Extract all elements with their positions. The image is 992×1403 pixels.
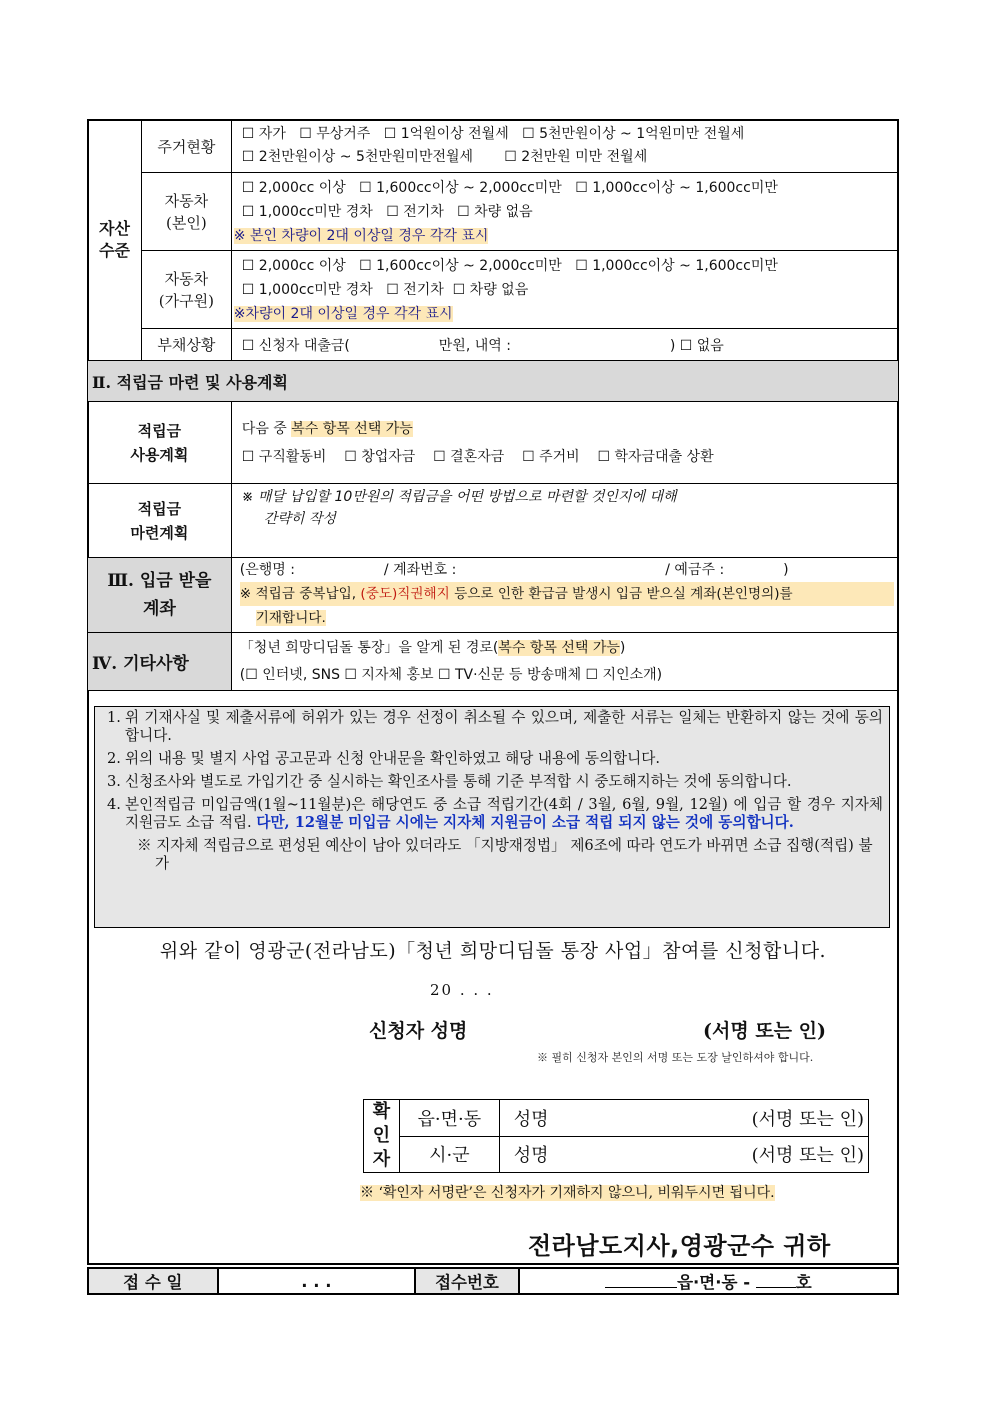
- account-number-label: / 계좌번호 :: [383, 562, 457, 578]
- funding-plan-note: ※ 매달 납입할 10만원의 적립금을 어떤 방법으로 마련할 것인지에 대해 간략히 작성: [241, 489, 677, 527]
- referral-options[interactable]: (☐ 인터넷, SNS ☐ 지자체 홍보 ☐ TV·신문 등 방송매체 ☐ 지인소개): [239, 666, 663, 683]
- housing-options: [231, 120, 898, 173]
- referral-question: [240, 635, 890, 662]
- application-statement: 위와 같이 영광군(전라남도)「청년 희망디딤돌 통장 사업」참여를 신청합니다.: [159, 940, 827, 962]
- car-family-1000-checkbox[interactable]: ☐ 1,000cc이상 ~ 1,600cc미만: [575, 257, 778, 274]
- agreement-box: [94, 706, 890, 928]
- car-self-compact-checkbox[interactable]: ☐ 1,000cc미만 경차: [241, 203, 373, 220]
- asset-group-label: 자산 수준: [88, 120, 142, 361]
- housing-20m-checkbox[interactable]: ☐ 2천만원이상 ~ 5천만원미만전월세: [241, 149, 474, 165]
- usage-intro-highlight: 복수 항목 선택 가능: [291, 420, 413, 437]
- confirmer-table: [363, 1099, 869, 1173]
- referral-question-text: 「청년 희망디딤돌 통장」을 알게 된 경로(: [239, 639, 499, 656]
- agreement-num-3: 3.: [107, 773, 121, 790]
- referral-question-highlight: 복수 항목 선택 가능: [498, 639, 620, 656]
- agreement-num-1: 1.: [107, 709, 121, 726]
- referral-question-suffix: ): [619, 639, 626, 656]
- car-self-1600-checkbox[interactable]: ☐ 1,600cc이상 ~ 2,000cc미만: [359, 179, 562, 196]
- application-date[interactable]: 20 . . .: [430, 981, 494, 999]
- usage-loan-checkbox[interactable]: ☐ 학자금대출 상환: [597, 448, 714, 465]
- usage-intro-text: 다음 중: [241, 420, 292, 437]
- account-note: [240, 582, 894, 606]
- car-self-none-checkbox[interactable]: ☐ 차량 없음: [457, 203, 533, 220]
- usage-plan-options: [231, 402, 898, 484]
- car-self-note-text: ※ 본인 차량이 2대 이상일 경우: [233, 227, 430, 244]
- account-holder-label: / 예금주 :: [665, 562, 725, 578]
- account-close-paren: ): [783, 562, 789, 578]
- agreement-item-3: [107, 773, 883, 791]
- receipt-number-end: 호: [795, 1273, 812, 1292]
- car-family-note-text: ※차량이 2대 이상일 경우: [233, 305, 394, 322]
- car-self-options: [231, 173, 898, 251]
- confirmer-sign-cell-2[interactable]: [499, 1136, 868, 1173]
- agreement-text-1: 위 기재사실 및 제출서류에 허위가 있는 경우 선정이 취소될 수 있으며, 제출한 서류는 일체는 반환하지 않는 것에 동의합니다.: [125, 709, 883, 744]
- usage-startup-checkbox[interactable]: ☐ 창업자금: [344, 448, 416, 465]
- applicant-signature[interactable]: (서명 또는 인): [703, 1020, 826, 1042]
- housing-line2: [242, 146, 888, 169]
- funding-plan-label: 적립금 마련계획: [88, 484, 232, 558]
- usage-options-line: [242, 443, 888, 471]
- car-self-note: [234, 224, 894, 248]
- car-family-none-checkbox[interactable]: ☐ 차량 없음: [452, 281, 529, 298]
- addressee: 전라남도지사,영광군수 귀하: [528, 1232, 831, 1260]
- section2-title: Ⅱ. 적립금 마련 및 사용계획: [88, 361, 899, 402]
- account-note-end-line: [240, 606, 894, 630]
- housing-under20m-checkbox[interactable]: ☐ 2천만원 미만 전월세: [504, 149, 648, 165]
- agreement-item-4: [107, 796, 883, 832]
- account-note-red: (중도)직권해지: [360, 586, 450, 602]
- seal-note: ※ 필히 신청자 본인의 서명 또는 도장 날인하셔야 합니다.: [537, 1051, 814, 1064]
- agreement-item-1: [107, 709, 883, 745]
- agreement-item-2: [107, 750, 883, 768]
- confirmer-label: 확 인 자: [364, 1100, 400, 1173]
- car-family-compact-checkbox[interactable]: ☐ 1,000cc미만 경차: [241, 281, 373, 298]
- housing-own-checkbox[interactable]: ☐ 자가: [241, 126, 286, 142]
- housing-free-checkbox[interactable]: ☐ 무상거주: [299, 126, 371, 142]
- confirmer-unit-2: 시·군: [399, 1136, 499, 1173]
- housing-50m-checkbox[interactable]: ☐ 5천만원이상 ~ 1억원미만 전월세: [522, 126, 745, 142]
- confirmer-name-label-1: 성명: [513, 1108, 549, 1130]
- car-family-2000-checkbox[interactable]: ☐ 2,000cc 이상: [241, 257, 346, 274]
- applicant-name-label: 신청자 성명: [369, 1020, 468, 1042]
- receipt-number-label: 접수번호: [415, 1268, 519, 1294]
- confirmer-note-text: ※ ‘확인자 서명란’은 신청자가 기재하지 않으니, 비워두시면 됩니다.: [360, 1185, 775, 1201]
- car-family-line2: [242, 278, 894, 302]
- application-table: [87, 119, 899, 691]
- confirmer-signature-1: (서명 또는 인): [751, 1108, 864, 1130]
- car-family-note-highlight: 각각 표시: [393, 305, 453, 322]
- confirmer-name-label-2: 성명: [513, 1145, 549, 1167]
- car-family-1600-checkbox[interactable]: ☐ 1,600cc이상 ~ 2,000cc미만: [359, 257, 562, 274]
- confirmer-unit-1: 읍·면·동: [399, 1100, 499, 1137]
- agreement-num-4: 4.: [107, 796, 121, 813]
- usage-intro: [242, 415, 888, 443]
- receipt-date-label: 접 수 일: [88, 1268, 218, 1294]
- receipt-number-value[interactable]: [519, 1268, 898, 1294]
- account-line: [240, 558, 894, 582]
- confirmer-sign-cell-1[interactable]: [499, 1100, 868, 1137]
- car-self-note-highlight: 각각 표시: [429, 227, 489, 244]
- receipt-table: [87, 1267, 899, 1295]
- section4-title: Ⅳ. 기타사항: [88, 633, 232, 691]
- confirmer-signature-2: (서명 또는 인): [751, 1145, 864, 1167]
- debt-options: [231, 329, 898, 361]
- car-self-electric-checkbox[interactable]: ☐ 전기차: [386, 203, 444, 220]
- car-family-options: [231, 251, 898, 329]
- agreement-bold-4: 다만, 12월분 미입금 시에는 지자체 지원금이 소급 적립 되지 않는 것에 동의합니다.: [256, 814, 794, 831]
- account-note-mid: 등으로 인한 환급금 발생시 입금 받으실 계좌(본인명의)를: [449, 586, 793, 602]
- usage-job-checkbox[interactable]: ☐ 구직활동비: [241, 448, 327, 465]
- funding-plan-field[interactable]: [231, 484, 898, 558]
- section3-title: Ⅲ. 입금 받을 계좌: [88, 558, 232, 633]
- usage-plan-label: 적립금 사용계획: [88, 402, 232, 484]
- debt-loan-checkbox[interactable]: ☐ 신청자 대출금(: [241, 337, 350, 354]
- agreement-num-2: 2.: [107, 750, 121, 767]
- agreement-text-3: 신청조사와 별도로 가입기간 중 실시하는 확인조사를 통해 기준 부적합 시 중도해지하는 것에 동의합니다.: [125, 773, 792, 790]
- agreement-note: ※ 지자체 적립금으로 편성된 예산이 남아 있더라도 「지방재정법」 제6조에 따라 연도가 바뀌면 소급 집행(적립) 불가: [137, 837, 873, 872]
- bank-name-label: (은행명 :: [239, 562, 295, 578]
- car-self-line1: [242, 176, 894, 200]
- car-self-1000-checkbox[interactable]: ☐ 1,000cc이상 ~ 1,600cc미만: [575, 179, 778, 196]
- car-self-label: 자동차 (본인): [141, 173, 231, 251]
- receipt-number-mid: 읍·면·동 -: [677, 1273, 751, 1292]
- debt-details-label: 만원, 내역 :: [438, 337, 511, 354]
- receipt-number-blank-1: [605, 1271, 677, 1288]
- car-self-2000-checkbox[interactable]: ☐ 2,000cc 이상: [241, 179, 346, 196]
- housing-100m-checkbox[interactable]: ☐ 1억원이상 전월세: [383, 126, 509, 142]
- agreement-text-2: 위의 내용 및 별지 사업 공고문과 신청 안내문을 확인하였고 해당 내용에 동의합니다.: [125, 750, 660, 767]
- account-note-end: 기재합니다.: [255, 610, 326, 626]
- account-info: [231, 558, 898, 633]
- housing-label: 주거현황: [141, 120, 231, 173]
- debt-label: 부채상황: [141, 329, 231, 361]
- account-note-prefix: ※ 적립금 중복납입,: [239, 586, 361, 602]
- car-family-line1: [242, 254, 894, 278]
- usage-housing-checkbox[interactable]: ☐ 주거비: [522, 448, 580, 465]
- usage-wedding-checkbox[interactable]: ☐ 결혼자금: [433, 448, 505, 465]
- car-self-line2: [242, 200, 894, 224]
- confirmer-note: [360, 1182, 775, 1202]
- car-family-note: [234, 302, 894, 326]
- other-info: [231, 633, 898, 691]
- housing-line1: [242, 123, 888, 146]
- receipt-number-blank-2: [756, 1271, 796, 1288]
- agreement-text-4: 본인적립금 미입금액(1월~11월분)은 해당연도 중 소급 적립기간(4회 / 3월, 6월, 9월, 12월) 에 입금 할 경우 지자체 지원금도 소급 적립.: [125, 796, 883, 831]
- receipt-date-value[interactable]: . . .: [218, 1268, 415, 1294]
- car-family-label: 자동차 (가구원): [141, 251, 231, 329]
- debt-none-checkbox[interactable]: ) ☐ 없음: [669, 337, 724, 354]
- car-family-electric-checkbox[interactable]: ☐ 전기차: [386, 281, 444, 298]
